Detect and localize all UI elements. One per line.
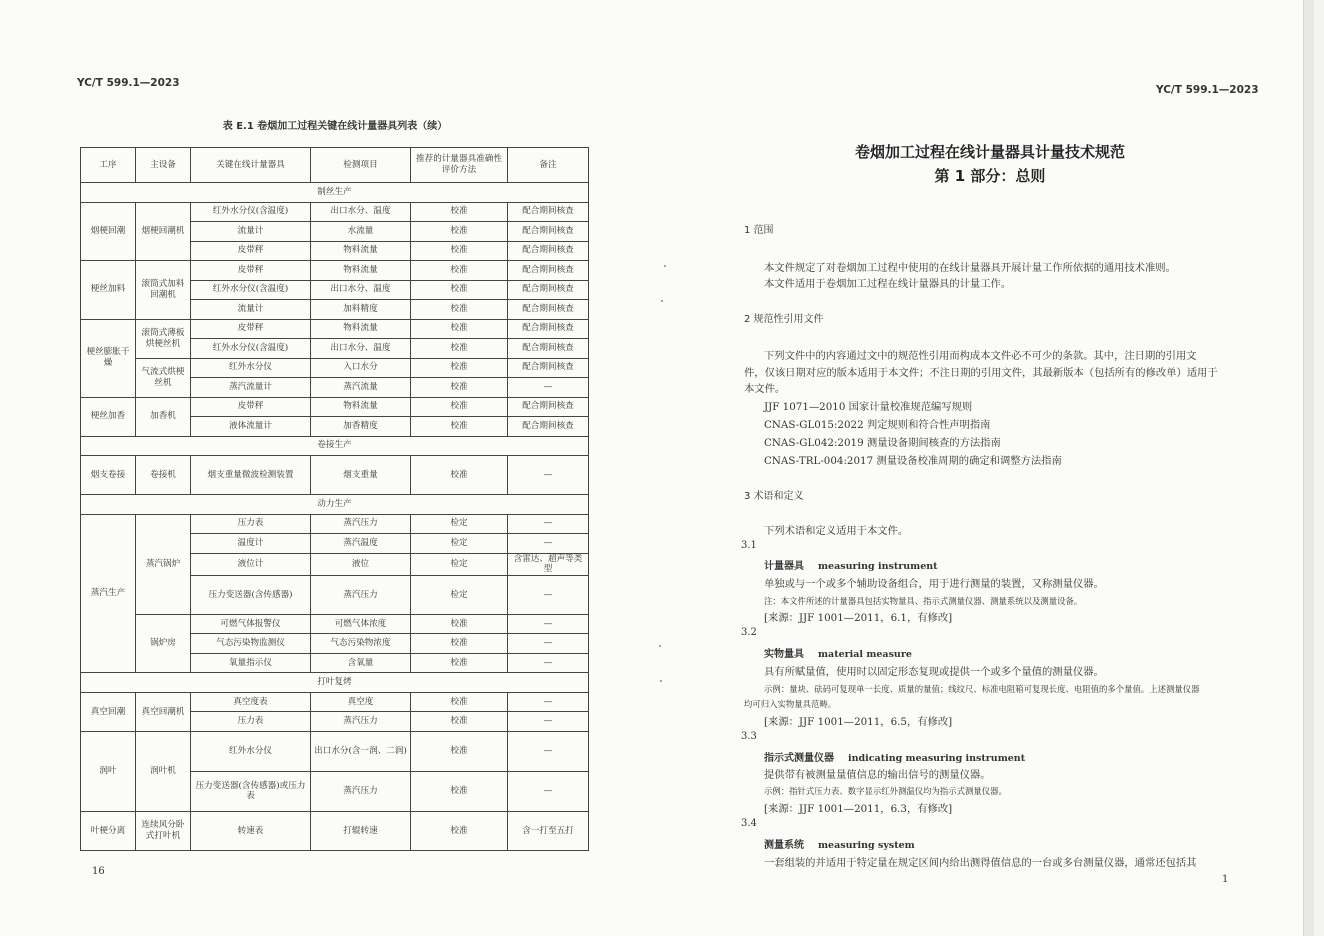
table-row	[81, 202, 589, 222]
cell: 蒸汽温度	[311, 534, 411, 554]
cell: 蒸汽压力	[311, 514, 411, 534]
table-row	[81, 261, 589, 281]
col-header: 备注	[508, 148, 589, 183]
cell: 校准	[411, 712, 508, 732]
section-label: 卷接生产	[81, 436, 589, 456]
cell: 压力表	[191, 712, 311, 732]
term-heading	[764, 557, 938, 572]
table-row	[81, 731, 589, 771]
cell: 物料流量	[311, 397, 411, 417]
col-header: 关键在线计量器具	[191, 148, 311, 183]
table-caption: 表 E.1 卷烟加工过程关键在线计量器具列表（续）	[222, 121, 448, 132]
term-example: 示例：指针式压力表、数字显示红外测温仪均为指示式测量仪器。	[764, 786, 1007, 796]
cell: 流量计	[191, 222, 311, 242]
cell: 检定	[411, 534, 508, 554]
cell: 校准	[411, 653, 508, 673]
cell: 校准	[411, 811, 508, 850]
cell: 流量计	[191, 300, 311, 320]
term-definition: 单独或与一个或多个辅助设备组合，用于进行测量的装置，又称测量仪器。	[764, 578, 1104, 590]
table-row	[81, 514, 589, 534]
cell: 红外水分仪(含温度)	[191, 280, 311, 300]
cell: 校准	[411, 692, 508, 712]
table-row	[81, 456, 589, 495]
term-heading	[764, 645, 912, 660]
process-cell: 润叶	[81, 731, 136, 811]
equipment-cell: 真空回潮机	[136, 692, 191, 731]
cell: —	[508, 534, 589, 554]
cell: 皮带秤	[191, 397, 311, 417]
table-row	[81, 614, 589, 634]
cell: 加料精度	[311, 300, 411, 320]
cell: 可燃气体浓度	[311, 614, 411, 634]
cell: 出口水分、温度	[311, 280, 411, 300]
table-row	[81, 811, 589, 850]
cell: 蒸汽压力	[311, 575, 411, 614]
term-number: 3.3	[741, 731, 757, 742]
process-cell: 烟支卷接	[81, 456, 136, 495]
cell: 红外水分仪(含温度)	[191, 339, 311, 359]
cell: 压力表	[191, 514, 311, 534]
cell: 压力变送器(含传感器)或压力表	[191, 771, 311, 811]
scan-speck	[664, 265, 666, 267]
cell: 校准	[411, 261, 508, 281]
cell: 真空度	[311, 692, 411, 712]
cell: 气态污染物监测仪	[191, 634, 311, 654]
right-page-number: 1	[1222, 874, 1229, 885]
cell: 校准	[411, 222, 508, 242]
term-heading	[764, 836, 915, 851]
term-cn: 测量系统	[764, 840, 804, 851]
reference-item: JJF 1071—2010 国家计量校准规范编写规则	[764, 401, 973, 413]
cell: 校准	[411, 319, 508, 339]
cell: —	[508, 712, 589, 732]
equipment-cell: 气流式烘梗丝机	[136, 358, 191, 397]
paragraph-line: 件，仅该日期对应的版本适用于本文件；不注日期的引用文件，其最新版本（包括所有的修改单）适用于	[744, 367, 1218, 379]
section-label: 打叶复烤	[81, 673, 589, 693]
cell: 配合期间核查	[508, 417, 589, 437]
left-page-header: YC/T 599.1—2023	[77, 77, 180, 89]
cell: 配合期间核查	[508, 358, 589, 378]
cell: 皮带秤	[191, 261, 311, 281]
cell: —	[508, 634, 589, 654]
cell: —	[508, 731, 589, 771]
cell: 校准	[411, 397, 508, 417]
right-page-header: YC/T 599.1—2023	[1156, 84, 1259, 96]
cell: —	[508, 378, 589, 398]
term-definition: 一套组装的并适用于特定量在规定区间内给出测得值信息的一台或多台测量仪器，通常还包括其	[764, 857, 1197, 869]
cell: 红外水分仪	[191, 731, 311, 771]
document-title	[690, 140, 1290, 188]
cell: 检定	[411, 575, 508, 614]
cell: 可燃气体报警仪	[191, 614, 311, 634]
cell: 配合期间核查	[508, 339, 589, 359]
cell: 加香精度	[311, 417, 411, 437]
cell: —	[508, 653, 589, 673]
process-cell: 梗丝加料	[81, 261, 136, 320]
cell: 配合期间核查	[508, 280, 589, 300]
cell: 含雷达、超声等类型	[508, 553, 589, 575]
term-definition: 具有所赋量值，使用时以固定形态复现或提供一个或多个量值的测量仪器。	[764, 666, 1104, 678]
section-heading: 1 范围	[744, 225, 774, 236]
cell: 物料流量	[311, 241, 411, 261]
cell: 校准	[411, 456, 508, 495]
cell: 含一打至五打	[508, 811, 589, 850]
section-row	[81, 495, 589, 515]
term-definition: 提供带有被测量量值信息的输出信号的测量仪器。	[764, 769, 991, 781]
section-heading: 3 术语和定义	[744, 491, 804, 502]
process-cell: 蒸汽生产	[81, 514, 136, 673]
cell: —	[508, 614, 589, 634]
cell: 蒸汽流量计	[191, 378, 311, 398]
term-number: 3.1	[741, 540, 757, 551]
cell: 校准	[411, 634, 508, 654]
process-cell: 真空回潮	[81, 692, 136, 731]
reference-item: CNAS-TRL-004:2017 测量设备校准周期的确定和调整方法指南	[764, 455, 1062, 467]
equipment-cell: 卷接机	[136, 456, 191, 495]
scan-speck	[661, 300, 663, 302]
cell: 配合期间核查	[508, 202, 589, 222]
term-source: [来源：JJF 1001—2011，6.1，有修改]	[764, 612, 953, 624]
cell: 校准	[411, 731, 508, 771]
cell: 温度计	[191, 534, 311, 554]
cell: —	[508, 514, 589, 534]
col-header: 检测项目	[311, 148, 411, 183]
cell: 蒸汽压力	[311, 771, 411, 811]
cell: 校准	[411, 300, 508, 320]
cell: 皮带秤	[191, 319, 311, 339]
col-header: 工序	[81, 148, 136, 183]
cell: 校准	[411, 614, 508, 634]
cell: 气态污染物浓度	[311, 634, 411, 654]
cell: 出口水分、温度	[311, 339, 411, 359]
cell: 压力变送器(含传感器)	[191, 575, 311, 614]
term-heading	[764, 749, 1025, 764]
cell: 配合期间核查	[508, 397, 589, 417]
instrument-table	[80, 147, 589, 851]
cell: —	[508, 771, 589, 811]
cell: 校准	[411, 241, 508, 261]
section-row	[81, 673, 589, 693]
cell: 检定	[411, 514, 508, 534]
cell: 配合期间核查	[508, 241, 589, 261]
paragraph: 本文件适用于卷烟加工过程在线计量器具的计量工作。	[764, 278, 1012, 290]
cell: 配合期间核查	[508, 319, 589, 339]
scan-speck	[659, 645, 661, 647]
cell: 入口水分	[311, 358, 411, 378]
term-en: material measure	[818, 649, 912, 660]
table-row	[81, 397, 589, 417]
cell: 物料流量	[311, 261, 411, 281]
term-cn: 计量器具	[764, 561, 804, 572]
cell: 烟支重量微波检测装置	[191, 456, 311, 495]
cell: 液位	[311, 553, 411, 575]
cell: 配合期间核查	[508, 222, 589, 242]
left-page-number: 16	[92, 866, 105, 877]
cell: 校准	[411, 417, 508, 437]
cell: 检定	[411, 553, 508, 575]
cell: —	[508, 456, 589, 495]
cell: 校准	[411, 358, 508, 378]
process-cell: 烟梗回潮	[81, 202, 136, 261]
equipment-cell: 润叶机	[136, 731, 191, 811]
equipment-cell: 锅炉房	[136, 614, 191, 673]
cell: 蒸汽压力	[311, 712, 411, 732]
table-row	[81, 692, 589, 712]
term-cn: 指示式测量仪器	[764, 753, 834, 764]
section-row	[81, 183, 589, 203]
scan-speck	[660, 680, 662, 682]
cell: 校准	[411, 202, 508, 222]
cell: 红外水分仪(含温度)	[191, 202, 311, 222]
equipment-cell: 烟梗回潮机	[136, 202, 191, 261]
equipment-cell: 蒸汽锅炉	[136, 514, 191, 614]
col-header: 推荐的计量器具准确性评价方法	[411, 148, 508, 183]
table-row	[81, 358, 589, 378]
cell: 打辊转速	[311, 811, 411, 850]
term-source: [来源：JJF 1001—2011，6.3，有修改]	[764, 803, 953, 815]
cell: 配合期间核查	[508, 300, 589, 320]
paragraph: 本文件规定了对卷烟加工过程中使用的在线计量器具开展计量工作所依据的通用技术准则。	[764, 262, 1176, 274]
section-label: 动力生产	[81, 495, 589, 515]
term-source: [来源：JJF 1001—2011，6.5，有修改]	[764, 716, 953, 728]
cell: 红外水分仪	[191, 358, 311, 378]
term-note: 注：本文件所述的计量器具包括实物量具、指示式测量仪器、测量系统以及测量设备。	[764, 596, 1083, 606]
equipment-cell: 滚筒式薄板烘梗丝机	[136, 319, 191, 358]
cell: 校准	[411, 378, 508, 398]
cell: 物料流量	[311, 319, 411, 339]
process-cell: 梗丝加香	[81, 397, 136, 436]
cell: 校准	[411, 771, 508, 811]
process-cell: 梗丝膨胀干燥	[81, 319, 136, 397]
term-number: 3.4	[741, 818, 757, 829]
term-number: 3.2	[741, 627, 757, 638]
process-cell: 叶梗分离	[81, 811, 136, 850]
reference-item: CNAS-GL015:2022 判定规则和符合性声明指南	[764, 419, 991, 431]
cell: 蒸汽流量	[311, 378, 411, 398]
section-heading: 2 规范性引用文件	[744, 314, 824, 325]
cell: 含氧量	[311, 653, 411, 673]
cell: 校准	[411, 339, 508, 359]
cell: 校准	[411, 280, 508, 300]
equipment-cell: 加香机	[136, 397, 191, 436]
cell: 水流量	[311, 222, 411, 242]
equipment-cell: 滚筒式加料回潮机	[136, 261, 191, 320]
cell: 出口水分、温度	[311, 202, 411, 222]
term-en: measuring system	[818, 840, 915, 851]
term-example: 均可归入实物量具范畴。	[744, 699, 837, 709]
term-en: indicating measuring instrument	[848, 753, 1026, 764]
cell: —	[508, 692, 589, 712]
col-header: 主设备	[136, 148, 191, 183]
paragraph: 下列术语和定义适用于本文件。	[764, 525, 909, 537]
paragraph-line: 本文件。	[744, 383, 786, 395]
table-row	[81, 319, 589, 339]
cell: 烟支重量	[311, 456, 411, 495]
cell: 皮带秤	[191, 241, 311, 261]
page-edge	[1303, 0, 1314, 936]
table-header-row	[81, 148, 589, 183]
cell: —	[508, 575, 589, 614]
section-label: 制丝生产	[81, 183, 589, 203]
cell: 液体流量计	[191, 417, 311, 437]
cell: 氧量指示仪	[191, 653, 311, 673]
title-line-2: 第 1 部分：总则	[934, 167, 1046, 185]
reference-item: CNAS-GL042:2019 测量设备期间核查的方法指南	[764, 437, 1001, 449]
term-cn: 实物量具	[764, 649, 804, 660]
cell: 液位计	[191, 553, 311, 575]
cell: 转速表	[191, 811, 311, 850]
equipment-cell: 连续风分卧式打叶机	[136, 811, 191, 850]
cell: 配合期间核查	[508, 261, 589, 281]
cell: 真空度表	[191, 692, 311, 712]
paragraph-line: 下列文件中的内容通过文中的规范性引用而构成本文件必不可少的条款。其中，注日期的引用文	[764, 350, 1197, 362]
term-example: 示例：量块、砝码可复现单一长度、质量的量值；线纹尺、标准电阻箱可复现长度、电阻值的多个量值。上述测量仪器	[764, 684, 1200, 694]
title-line-1: 卷烟加工过程在线计量器具计量技术规范	[854, 143, 1125, 161]
term-en: measuring instrument	[818, 561, 938, 572]
cell: 出口水分(含一润、二润)	[311, 731, 411, 771]
section-row	[81, 436, 589, 456]
